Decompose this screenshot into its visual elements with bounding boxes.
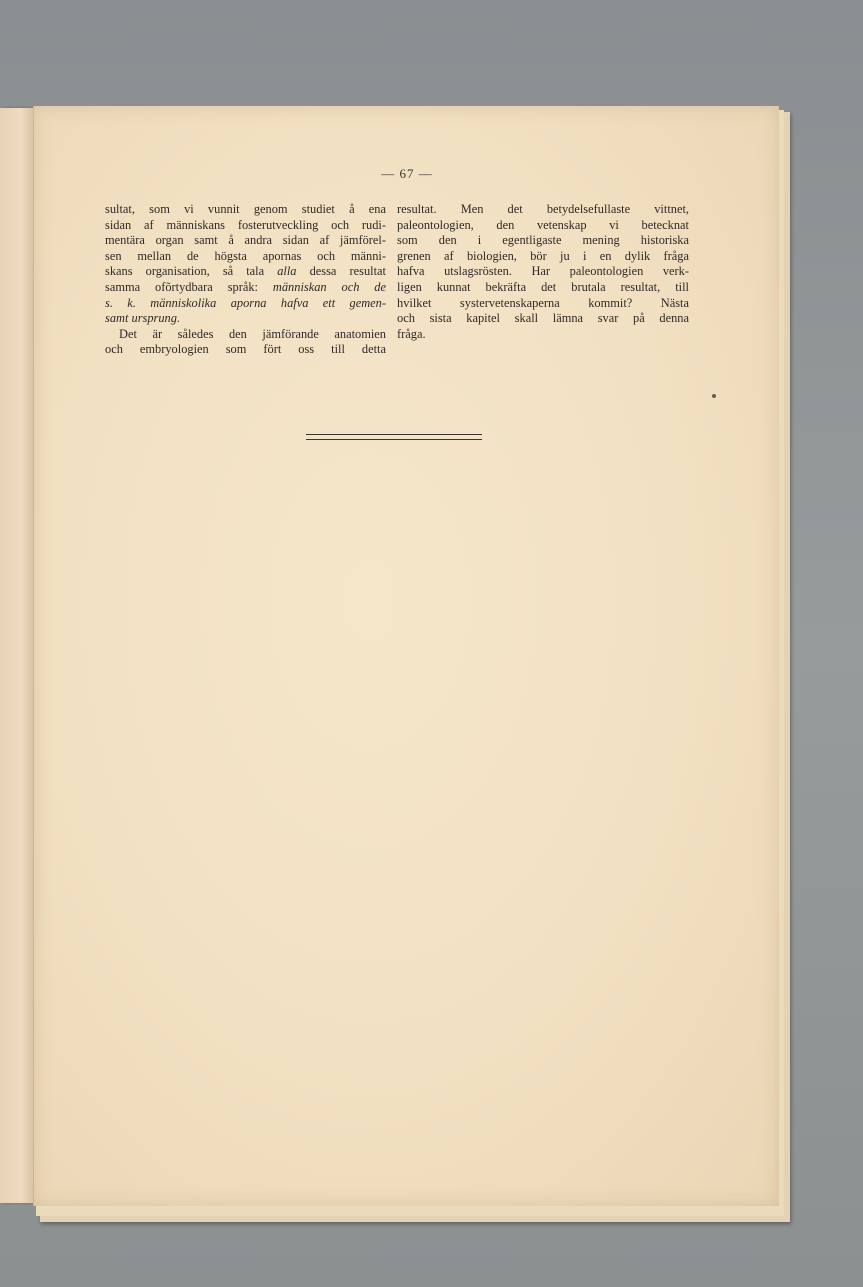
text-line xyxy=(105,264,386,280)
text-line: mentära organ samt å andra sidan af jämförel- xyxy=(105,233,386,248)
text-line: och sista kapitel skall lämna svar på denna xyxy=(397,311,689,326)
page-number: — 67 — xyxy=(381,166,433,181)
emphasis: människan och de xyxy=(272,279,386,294)
book-page xyxy=(33,106,779,1206)
text-line xyxy=(105,311,386,327)
text-run: skans organisation, så tala xyxy=(105,264,278,279)
text-line: sen mellan de högsta apornas och männi- xyxy=(105,248,386,263)
text-run: samma ofõrtydbara språk: xyxy=(105,279,273,294)
text-line: grenen af biologien, bör ju i en dylik fråga xyxy=(397,248,689,263)
text-line: paleontologien, den vetenskap vi betecknat xyxy=(397,217,689,232)
text-line: Det är således den jämförande anatomien xyxy=(119,326,386,341)
text-line: sidan af människans fosterutveckling och rudi- xyxy=(105,217,386,232)
text-line xyxy=(105,280,386,296)
emphasis: s. k. människolika aporna hafva ett gemen- xyxy=(105,295,386,310)
text-line: fråga. xyxy=(397,326,426,341)
text-line xyxy=(105,296,386,312)
text-run: dessa resultat xyxy=(296,264,386,279)
text-line: ligen kunnat bekräfta det brutala resultat, till xyxy=(397,279,689,294)
text-line: hafva utslagsrösten. Har paleontologien verk- xyxy=(397,264,689,279)
text-column-right xyxy=(397,202,689,342)
emphasis: alla xyxy=(277,264,297,279)
facing-page-edge xyxy=(0,108,35,1203)
text-line: som den i egentligaste mening historiska xyxy=(397,233,689,248)
text-column-left xyxy=(105,202,386,358)
text-line: och embryologien som fört oss till detta xyxy=(105,342,386,357)
text-line: sultat, som vi vunnit genom studiet å ena xyxy=(105,202,386,216)
emphasis: samt ursprung. xyxy=(105,311,181,326)
paper-speck xyxy=(712,394,716,398)
text-line: resultat. Men det betydelsefullaste vittnet, xyxy=(397,202,689,216)
section-divider-rule xyxy=(306,434,482,440)
text-line: hvilket systervetenskaperna kommit? Nästa xyxy=(397,295,689,310)
